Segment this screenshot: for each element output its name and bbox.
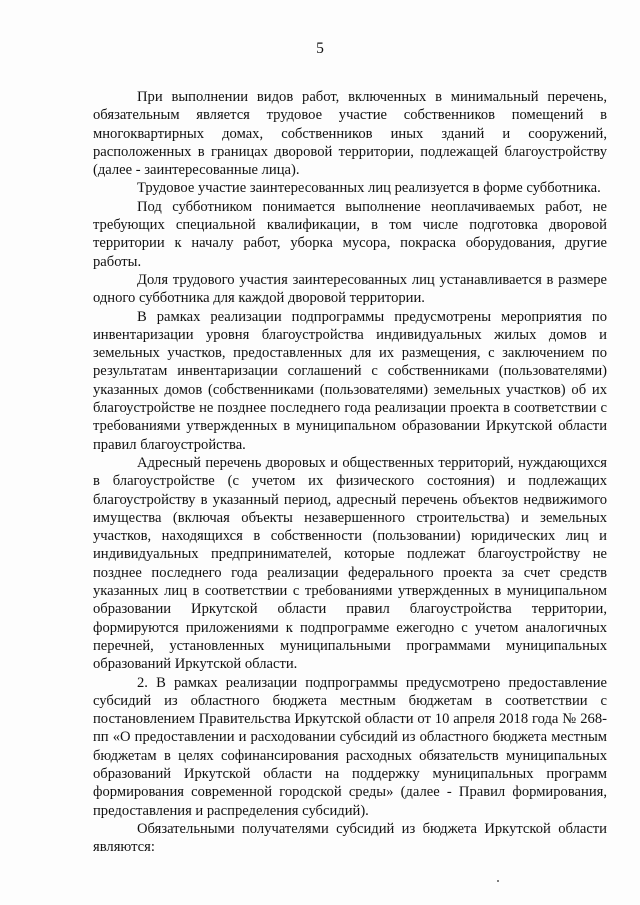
paragraph-subbotnik-definition: Под субботником понимается выполнение неоплачиваемых работ, не требующих специальной квалификации, в том числе подготовка дворовой территории к началу работ, уборка мусора, покраска оборудования, другие работы. bbox=[93, 198, 607, 270]
page-number: 5 bbox=[316, 40, 324, 57]
paragraph-address-list: Адресный перечень дворовых и общественных территорий, нуждающихся в благоустройстве (с учетом их физического состояния) и подлежащих благоустройству в указанный период, адресный перечень объектов недвижимого имущества (включая объекты незавершенного строительства) и земельных участков, находящихся в собственности (пользовании) юридических лиц и индивидуальных предпринимателей, которые подлежат благоустройству не позднее последнего года реализации федерального проекта за счет средств указанных лиц в соответствии с требованиями утвержденных в муниципальном образовании Иркутской области правил благоустройства территории, формируются приложениями к подпрограмме ежегодно с учетом аналогичных перечней, установленных муниципальными программами муниципальных образований Иркутской области. bbox=[93, 454, 607, 673]
paragraph-subbotnik-form: Трудовое участие заинтересованных лиц реализуется в форме субботника. bbox=[137, 180, 601, 197]
paragraph-recipients: Обязательными получателями субсидий из бюджета Иркутской области являются: bbox=[93, 820, 607, 856]
scan-speck bbox=[497, 880, 499, 882]
document-body bbox=[93, 88, 607, 856]
paragraph-labor-share: Доля трудового участия заинтересованных лиц устанавливается в размере одного субботника для каждой дворовой территории. bbox=[93, 271, 607, 307]
paragraph-subsidies: 2. В рамках реализации подпрограммы предусмотрено предоставление субсидий из областного бюджета местным бюджетам в соответствии с постановлением Правительства Иркутской области от 10 апреля 2018 года № 268-пп «О предоставлении и расходовании субсидий из областного бюджета местным бюджетам в целях софинансирования расходных обязательств муниципальных образований Иркутской области на поддержку муниципальных программ формирования современной городской среды» (далее - Правил формирования, предоставления и распределения субсидий). bbox=[93, 674, 607, 819]
paragraph-inventory: В рамках реализации подпрограммы предусмотрены мероприятия по инвентаризации уровня благоустройства индивидуальных жилых домов и земельных участков, предоставленных для их размещения, с заключением по результатам инвентаризации соглашений с собственниками (пользователями) указанных домов (собственниками (пользователями) земельных участков) об их благоустройстве не позднее последнего года реализации проекта в соответствии с требованиями утвержденных в муниципальном образовании Иркутской области правил благоустройства. bbox=[93, 308, 607, 453]
paragraph-labor-participation: При выполнении видов работ, включенных в минимальный перечень, обязательным является трудовое участие собственников помещений в многоквартирных домах, собственников иных зданий и сооружений, расположенных в границах дворовой территории, подлежащей благоустройству (далее - заинтересованные лица). bbox=[93, 89, 607, 179]
